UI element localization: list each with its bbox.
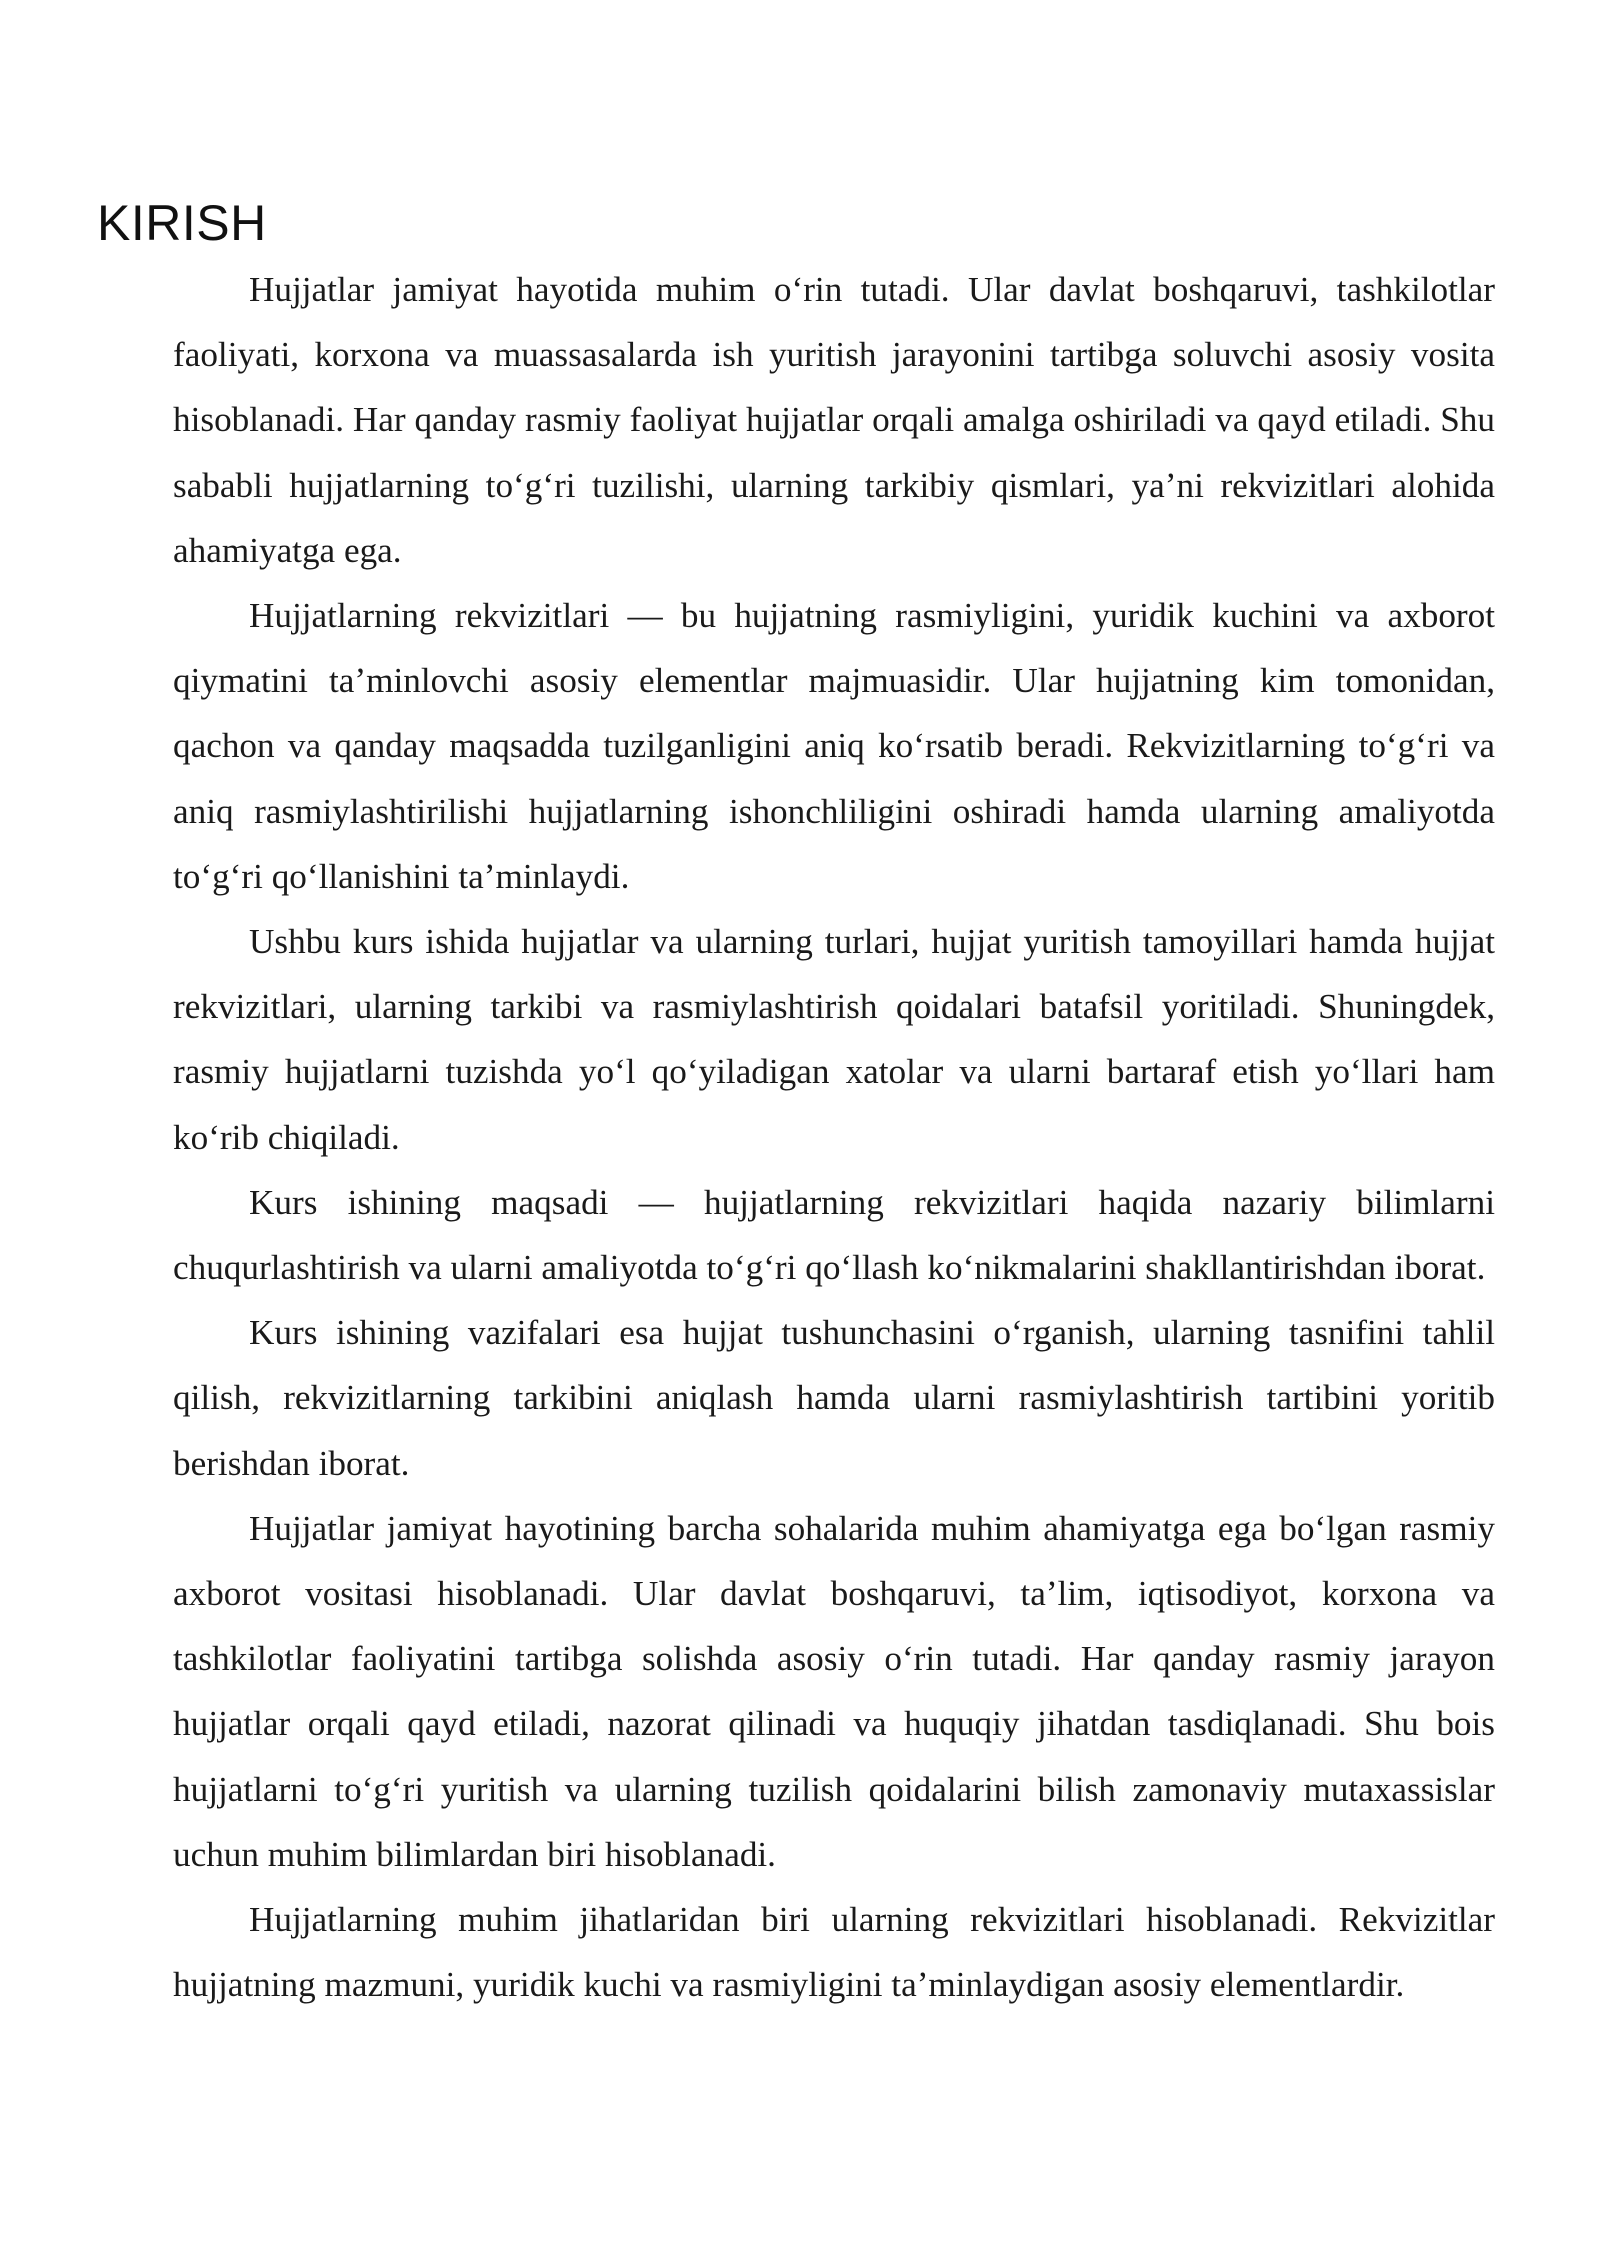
paragraph-course-scope: Ushbu kurs ishida hujjatlar va ularning turlari, hujjat yuritish tamoyillari hamda hujjat rekvizitlari, ularning tarkibi va rasmiylashtirish qoidalari batafsil yoritiladi. Shuningdek, rasmiy hujjatlarni tuzishda yoʻl qoʻyiladigan xatolar va ularni bartaraf etish yoʻllari ham koʻrib chiqiladi. [173,922,1495,1157]
paragraph-documents-role: Hujjatlar jamiyat hayotining barcha sohalarida muhim ahamiyatga ega boʻlgan rasmiy axborot vositasi hisoblanadi. Ular davlat boshqaruvi, taʼlim, iqtisodiyot, korxona va tashkilotlar faoliyatini tartibga solishda asosiy oʻrin tutadi. Har qanday rasmiy jarayon hujjatlar orqali qayd etiladi, nazorat qilinadi va huquqiy jihatdan tasdiqlanadi. Shu bois hujjatlarni toʻgʻri yuritish va ularning tuzilish qoidalarini bilish zamonaviy mutaxassislar uchun muhim bilimlardan biri hisoblanadi. [173,1508,1495,1874]
section-heading: KIRISH [97,195,267,251]
body-text [173,257,1495,2017]
paragraph-course-tasks: Kurs ishining vazifalari esa hujjat tushunchasini oʻrganish, ularning tasnifini tahlil qilish, rekvizitlarning tarkibini aniqlash hamda ularni rasmiylashtirish tartibini yoritib berishdan iborat. [173,1313,1495,1483]
paragraph-requisites-importance: Hujjatlarning muhim jihatlaridan biri ularning rekvizitlari hisoblanadi. Rekvizitlar hujjatning mazmuni, yuridik kuchi va rasmiyligini taʼminlaydigan asosiy elementlardir. [173,1900,1495,2005]
paragraph-intro: Hujjatlar jamiyat hayotida muhim oʻrin tutadi. Ular davlat boshqaruvi, tashkilotlar faoliyati, korxona va muassasalarda ish yuritish jarayonini tartibga soluvchi asosiy vosita hisoblanadi. Har qanday rasmiy faoliyat hujjatlar orqali amalga oshiriladi va qayd etiladi. Shu sababli hujjatlarning toʻgʻri tuzilishi, ularning tarkibiy qismlari, yaʼni rekvizitlari alohida ahamiyatga ega. [173,270,1495,570]
paragraph-requisites-definition: Hujjatlarning rekvizitlari — bu hujjatning rasmiyligini, yuridik kuchini va axborot qiymatini taʼminlovchi asosiy elementlar majmuasidir. Ular hujjatning kim tomonidan, qachon va qanday maqsadda tuzilganligini aniq koʻrsatib beradi. Rekvizitlarning toʻgʻri va aniq rasmiylashtirilishi hujjatlarning ishonchliligini oshiradi hamda ularning amaliyotda toʻgʻri qoʻllanishini taʼminlaydi. [173,596,1495,896]
paragraph-course-goal: Kurs ishining maqsadi — hujjatlarning rekvizitlari haqida nazariy bilimlarni chuqurlashtirish va ularni amaliyotda toʻgʻri qoʻllash koʻnikmalarini shakllantirishdan iborat. [173,1182,1495,1288]
